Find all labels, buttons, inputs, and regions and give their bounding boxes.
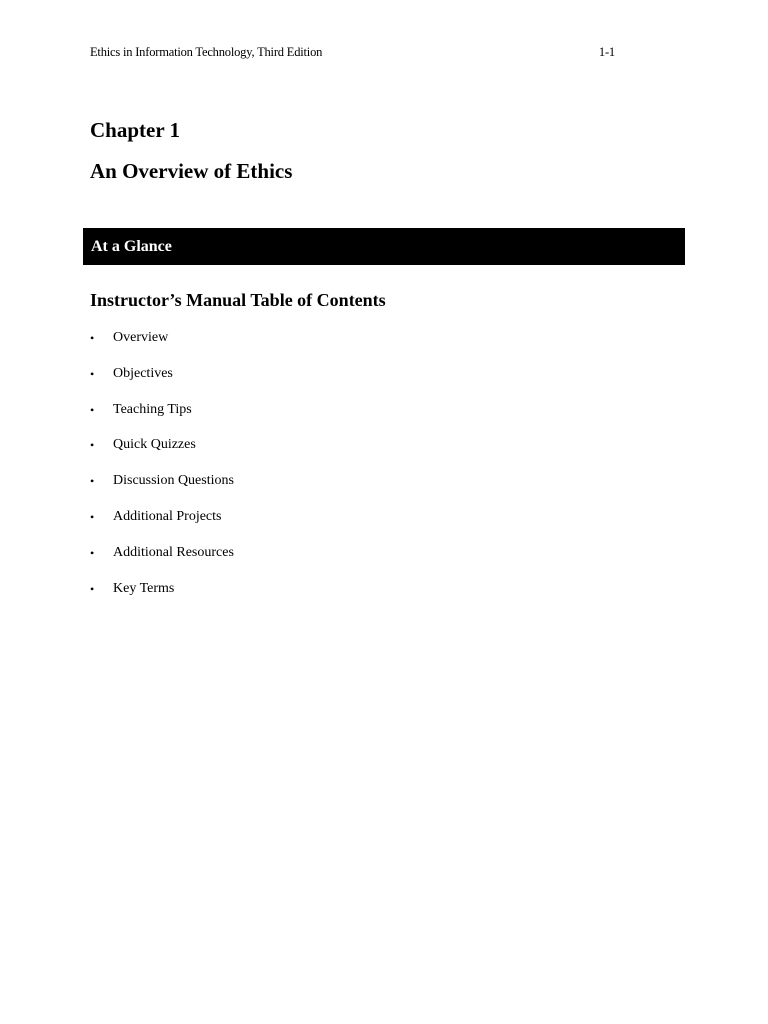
at-a-glance-label: At a Glance (91, 238, 172, 255)
toc-heading: Instructor’s Manual Table of Contents (90, 290, 386, 310)
toc-item-label: Key Terms (113, 580, 175, 596)
at-a-glance-banner (83, 228, 685, 265)
bullet-icon: • (90, 402, 95, 417)
chapter-number: Chapter 1 (90, 118, 181, 142)
page-header (90, 45, 615, 63)
toc-item-label: Overview (113, 330, 169, 345)
toc-item-label: Additional Projects (113, 508, 222, 524)
bullet-icon: • (90, 509, 95, 524)
bullet-icon: • (90, 545, 95, 560)
toc-item-label: Additional Resources (113, 544, 234, 560)
toc-item-label: Objectives (113, 365, 173, 381)
bullet-icon: • (90, 438, 95, 453)
bullet-icon: • (90, 331, 95, 345)
page-number: 1-1 (598, 45, 615, 59)
toc-item-label: Quick Quizzes (113, 437, 196, 453)
bullet-icon: • (90, 581, 95, 596)
toc-item-label: Discussion Questions (113, 473, 234, 489)
bullet-icon: • (90, 366, 95, 381)
book-title: Ethics in Information Technology, Third Edition (90, 45, 323, 59)
chapter-title: An Overview of Ethics (90, 159, 293, 183)
toc-item-label: Teaching Tips (113, 401, 192, 417)
bullet-icon: • (90, 474, 95, 489)
